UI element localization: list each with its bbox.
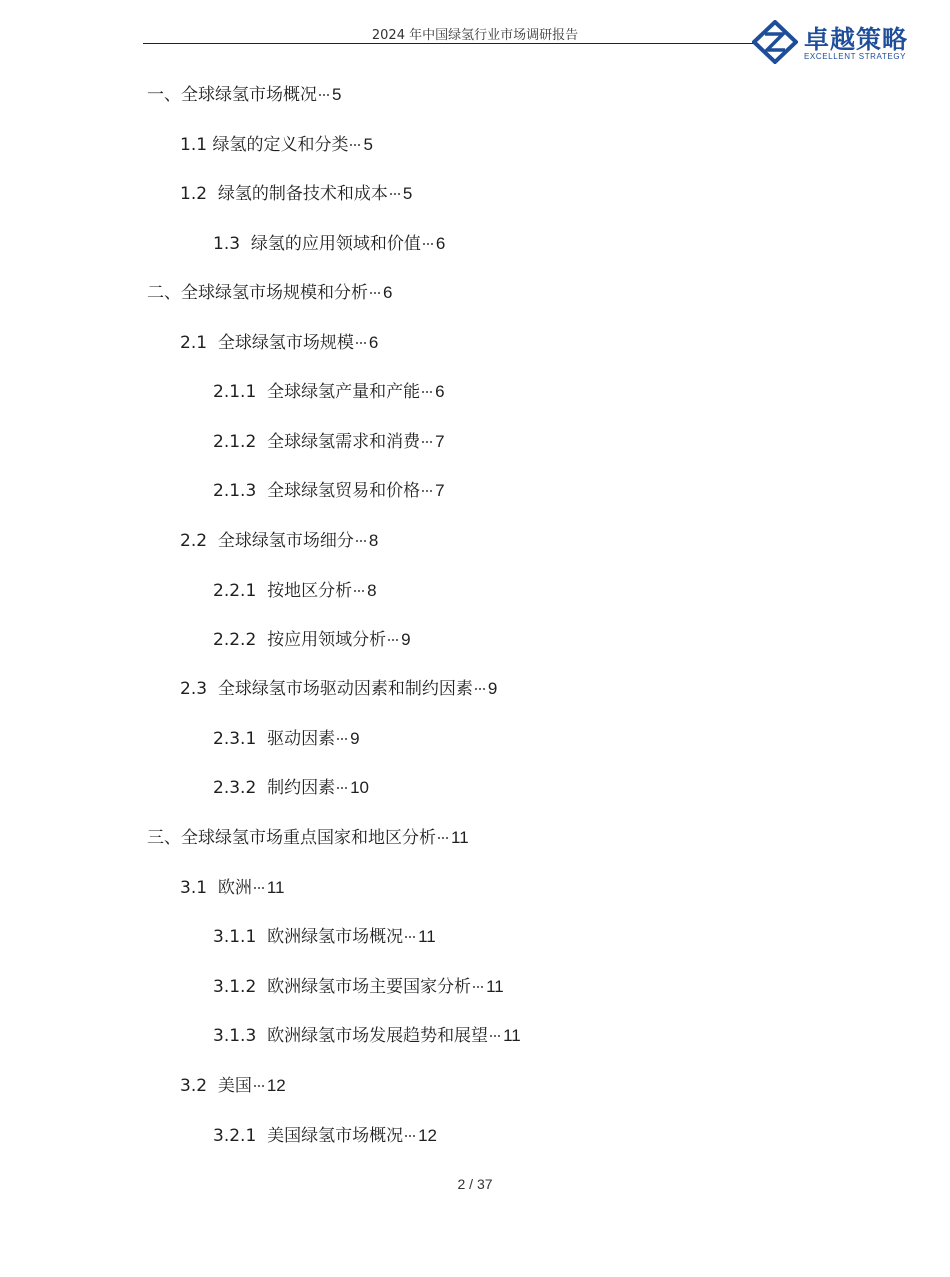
toc-entry-page: 9 xyxy=(401,630,411,649)
dot-leader xyxy=(356,540,366,542)
dot-leader xyxy=(422,391,432,393)
toc-entry-label: 一、全球绿氢市场概况 xyxy=(147,85,317,105)
dot-leader xyxy=(337,787,347,789)
company-logo xyxy=(752,18,912,66)
toc-entry-label: 2.3 全球绿氢市场驱动因素和制约因素 xyxy=(180,679,473,699)
toc-entry-label: 2.1.3 全球绿氢贸易和价格 xyxy=(213,481,421,501)
toc-entry-page: 8 xyxy=(367,581,377,600)
dot-leader xyxy=(350,144,360,146)
toc-entry-label: 3.1 欧洲 xyxy=(180,878,252,898)
toc-entry-page: 6 xyxy=(368,333,379,352)
dot-leader xyxy=(388,639,398,641)
toc-entry-label: 2.3.1 驱动因素 xyxy=(213,729,336,749)
toc-entry-label: 2.2.1 按地区分析 xyxy=(213,581,353,601)
dot-leader xyxy=(354,590,364,592)
dot-leader xyxy=(319,94,329,96)
toc-entry-page: 6 xyxy=(435,234,446,253)
toc-entry-label: 二、全球绿氢市场规模和分析 xyxy=(147,283,368,303)
dot-leader xyxy=(370,292,380,294)
dot-leader xyxy=(254,887,264,889)
dot-leader xyxy=(254,1085,264,1087)
dot-leader xyxy=(475,688,485,690)
toc-entry-page: 8 xyxy=(368,531,379,550)
dot-leader xyxy=(473,986,483,988)
dot-leader xyxy=(405,1135,415,1137)
toc-entry-page: 11 xyxy=(503,1026,521,1045)
toc-entry-label: 1.1 绿氢的定义和分类 xyxy=(180,135,349,155)
toc-entry-label: 2.2 全球绿氢市场细分 xyxy=(180,531,354,551)
dot-leader xyxy=(422,490,432,492)
logo-mark-icon xyxy=(752,20,798,64)
toc-entry-label: 1.2 绿氢的制备技术和成本 xyxy=(180,184,388,204)
toc-entry-page: 5 xyxy=(402,184,413,203)
toc-entry-label: 2.1 全球绿氢市场规模 xyxy=(180,333,354,353)
toc-entry-label: 2.1.1 全球绿氢产量和产能 xyxy=(213,382,421,402)
toc-entry-label: 3.1.3 欧洲绿氢市场发展趋势和展望 xyxy=(213,1026,489,1046)
toc-entry-page: 10 xyxy=(350,778,369,797)
logo-text-en: EXCELLENT STRATEGY xyxy=(804,52,907,61)
report-title: 2024 年中国绿氢行业市场调研报告 xyxy=(371,28,579,43)
toc-entry-page: 5 xyxy=(363,135,373,154)
toc-entry-page: 11 xyxy=(418,927,436,946)
dot-leader xyxy=(356,342,366,344)
toc-entry-label: 3.1.1 欧洲绿氢市场概况 xyxy=(213,927,404,947)
toc-entry-page: 12 xyxy=(418,1126,437,1145)
toc-entry-page: 11 xyxy=(486,977,504,996)
toc-entry-page: 6 xyxy=(435,382,445,401)
toc-entry-page: 9 xyxy=(487,679,498,698)
toc-entry-page: 11 xyxy=(451,828,469,847)
toc-entry-label: 1.3 绿氢的应用领域和价值 xyxy=(213,234,421,254)
logo-text-cn: 卓越策略 xyxy=(804,25,909,54)
toc-entry-page: 7 xyxy=(435,432,445,451)
dot-leader xyxy=(490,1035,500,1037)
toc-entry-label: 3.1.2 欧洲绿氢市场主要国家分析 xyxy=(213,977,472,997)
dot-leader xyxy=(423,243,433,245)
toc-entry-page: 9 xyxy=(350,729,360,748)
toc-entry-label: 三、全球绿氢市场重点国家和地区分析 xyxy=(147,828,436,848)
toc-entry-page: 12 xyxy=(266,1076,286,1095)
toc-entry-page: 6 xyxy=(383,283,393,302)
toc-entry-label: 2.1.2 全球绿氢需求和消费 xyxy=(213,432,421,452)
toc-entry-page: 11 xyxy=(266,878,285,897)
toc-entry-label: 3.2.1 美国绿氢市场概况 xyxy=(213,1126,404,1146)
dot-leader xyxy=(390,193,400,195)
page-indicator: 2 / 37 xyxy=(457,1176,493,1192)
toc-entry-label: 2.3.2 制约因素 xyxy=(213,778,336,798)
dot-leader xyxy=(337,738,347,740)
dot-leader xyxy=(438,837,448,839)
toc-entry-label: 3.2 美国 xyxy=(180,1076,252,1096)
toc-entry-label: 2.2.2 按应用领域分析 xyxy=(213,630,387,650)
toc-entry-page: 5 xyxy=(332,85,342,104)
header-divider xyxy=(143,43,755,44)
toc-entry-page: 7 xyxy=(435,481,445,500)
dot-leader xyxy=(422,441,432,443)
dot-leader xyxy=(405,936,415,938)
